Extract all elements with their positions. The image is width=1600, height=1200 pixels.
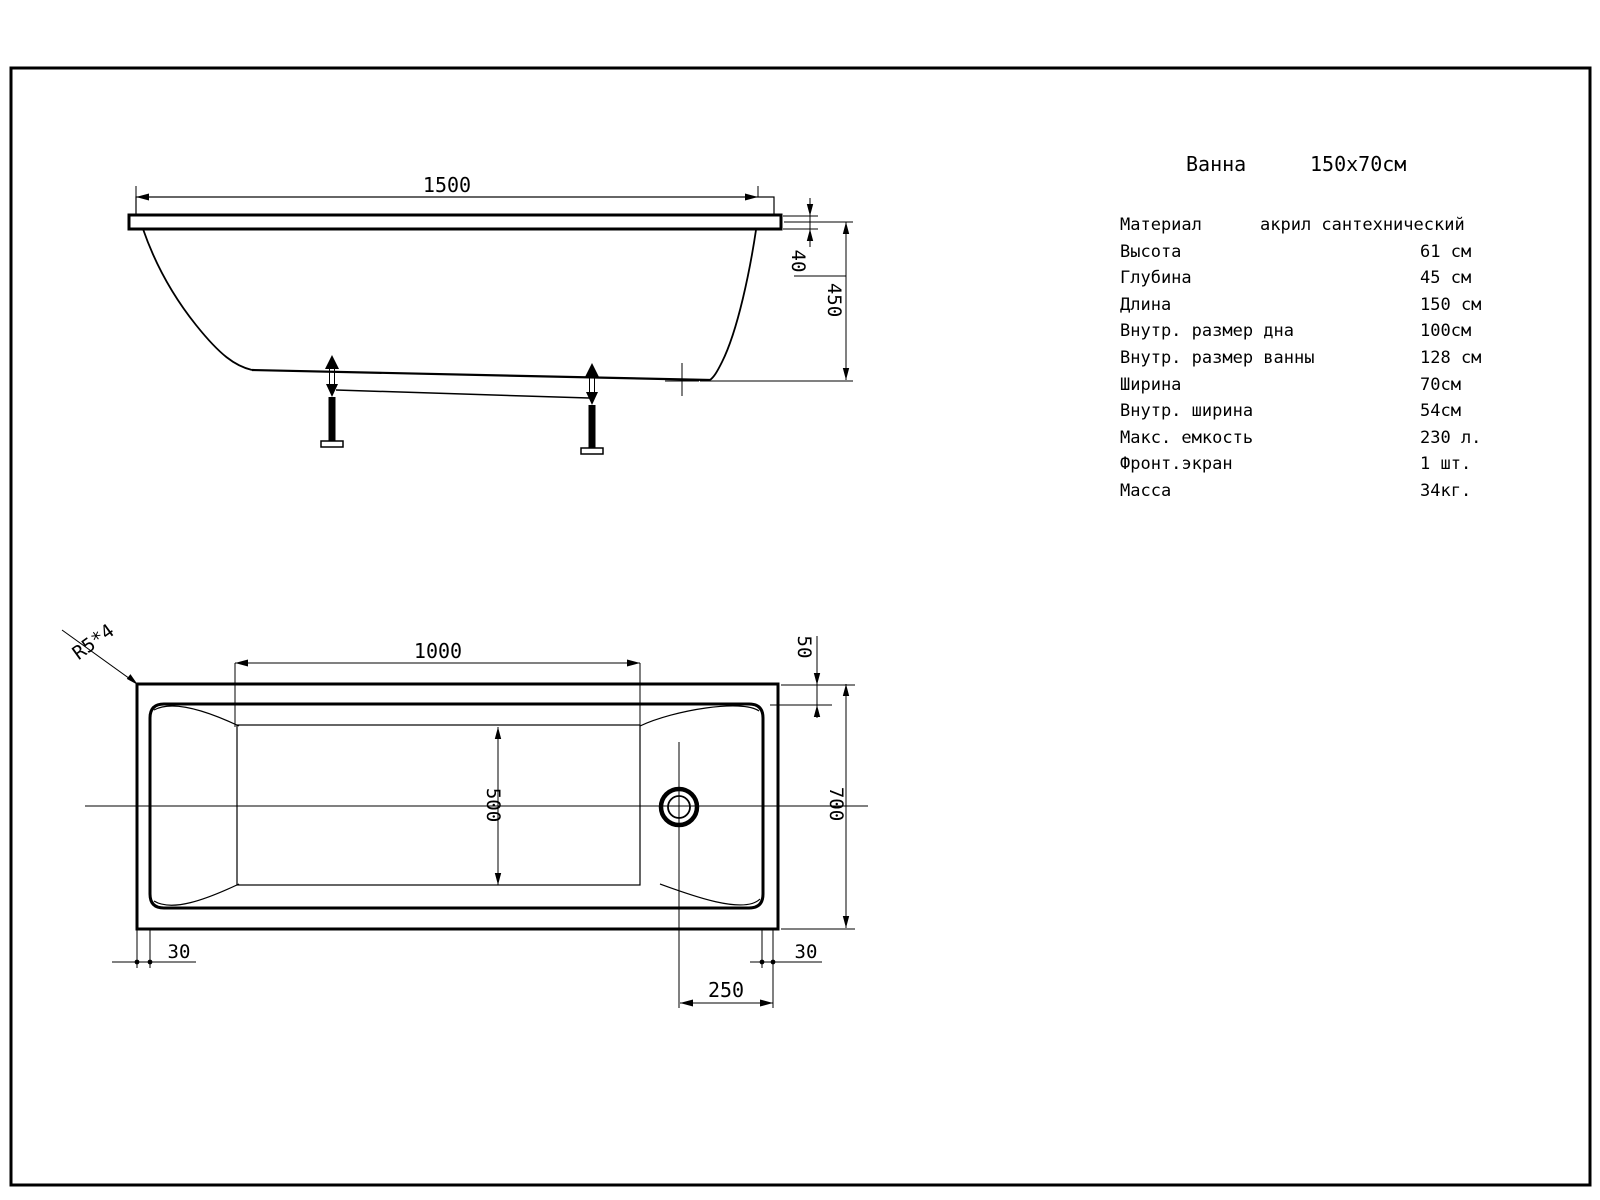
spec-row	[1120, 425, 1560, 452]
spec-label: Материал	[1120, 215, 1202, 235]
spec-label: Глубина	[1120, 268, 1192, 289]
spec-row	[1120, 451, 1560, 478]
side-view	[129, 186, 853, 454]
leg-foot	[321, 441, 343, 447]
arrow-icon	[814, 705, 820, 717]
tub-left-wall	[143, 229, 252, 370]
dim-1500-label: 1500	[422, 173, 472, 197]
spec-row	[1120, 239, 1560, 266]
spec-label: Макс. емкость	[1120, 427, 1254, 448]
dim-250-label: 250	[707, 978, 745, 1002]
tub-ledge	[136, 197, 774, 215]
wall-slope-curve	[660, 884, 760, 905]
spec-row	[1120, 372, 1560, 399]
spec-value: 100см	[1420, 321, 1472, 342]
arrow-icon	[807, 204, 813, 216]
tub-bottom	[252, 370, 710, 380]
arrow-icon	[760, 1000, 773, 1007]
dim-dot-icon	[760, 960, 765, 965]
dim-450-label: 450	[823, 282, 845, 318]
spec-row	[1120, 212, 1560, 239]
corner-radius-label: R5*4	[68, 619, 119, 665]
dimension-labels	[68, 173, 847, 1002]
spec-value: 34кг.	[1420, 480, 1472, 501]
spec-row	[1120, 345, 1560, 372]
leg-foot	[581, 448, 603, 454]
arrow-icon	[680, 1000, 693, 1007]
arrow-icon	[814, 673, 820, 685]
dim-1000-label: 1000	[413, 639, 463, 663]
arrow-icon	[495, 727, 501, 739]
spec-value: 150 см	[1420, 294, 1482, 315]
spec-row	[1120, 265, 1560, 292]
spec-row	[1120, 398, 1560, 425]
dim-30-left-label: 30	[167, 941, 191, 963]
spec-label: Высота	[1120, 241, 1182, 262]
arrow-icon	[627, 660, 640, 667]
spec-value: акрил сантехнический	[1260, 215, 1465, 235]
dim-50-label: 50	[793, 635, 815, 659]
dim-dot-icon	[135, 960, 140, 965]
mounting-frame	[321, 355, 603, 454]
dim-30-right-label: 30	[794, 941, 818, 963]
arrow-icon	[127, 674, 138, 685]
wall-slope-curve	[640, 706, 759, 726]
spec-value: 230 л.	[1420, 427, 1482, 448]
dim-700-label: 700	[825, 786, 847, 822]
spec-label: Фронт.экран	[1120, 454, 1233, 475]
arrow-icon	[843, 684, 849, 696]
wall-slope-curve	[154, 884, 239, 905]
spec-label: Масса	[1120, 480, 1172, 501]
spec-label: Длина	[1120, 294, 1172, 315]
dim-40-label: 40	[787, 249, 809, 273]
dim-1000	[235, 660, 640, 728]
leg	[589, 405, 596, 448]
wall-slope-curve	[154, 706, 239, 726]
spec-row	[1120, 292, 1560, 319]
spec-label: Внутр. размер дна	[1120, 321, 1294, 342]
spec-table	[1120, 212, 1560, 505]
tub-right-wall	[710, 230, 756, 380]
product-name: Ванна	[1186, 152, 1247, 176]
arrow-icon	[495, 873, 501, 885]
spec-value: 70см	[1420, 374, 1461, 395]
arrow-icon	[843, 916, 849, 928]
spec-label: Внутр. размер ванны	[1120, 347, 1315, 368]
spec-value: 54см	[1420, 401, 1461, 422]
dim-500-label: 500	[482, 787, 504, 823]
spec-value: 61 см	[1420, 241, 1472, 262]
tub-rim-bar	[129, 215, 781, 229]
dim-dot-icon	[148, 960, 153, 965]
arrow-icon	[843, 368, 849, 380]
spec-value: 1 шт.	[1420, 454, 1472, 475]
spec-row	[1120, 478, 1560, 505]
spec-value: 45 см	[1420, 268, 1472, 289]
arrow-icon	[235, 660, 248, 667]
spec-title	[1120, 152, 1540, 176]
bolt-arrow-icon	[585, 363, 599, 377]
spec-value: 128 см	[1420, 347, 1482, 368]
spec-row	[1120, 318, 1560, 345]
tub-flat-bottom	[237, 725, 640, 885]
arrow-icon	[843, 222, 849, 234]
leg	[329, 397, 336, 441]
arrow-icon	[807, 229, 813, 241]
spec-label: Ширина	[1120, 374, 1182, 395]
bolt-arrow-icon	[325, 355, 339, 369]
spec-label: Внутр. ширина	[1120, 401, 1254, 422]
product-size: 150x70см	[1310, 152, 1407, 176]
